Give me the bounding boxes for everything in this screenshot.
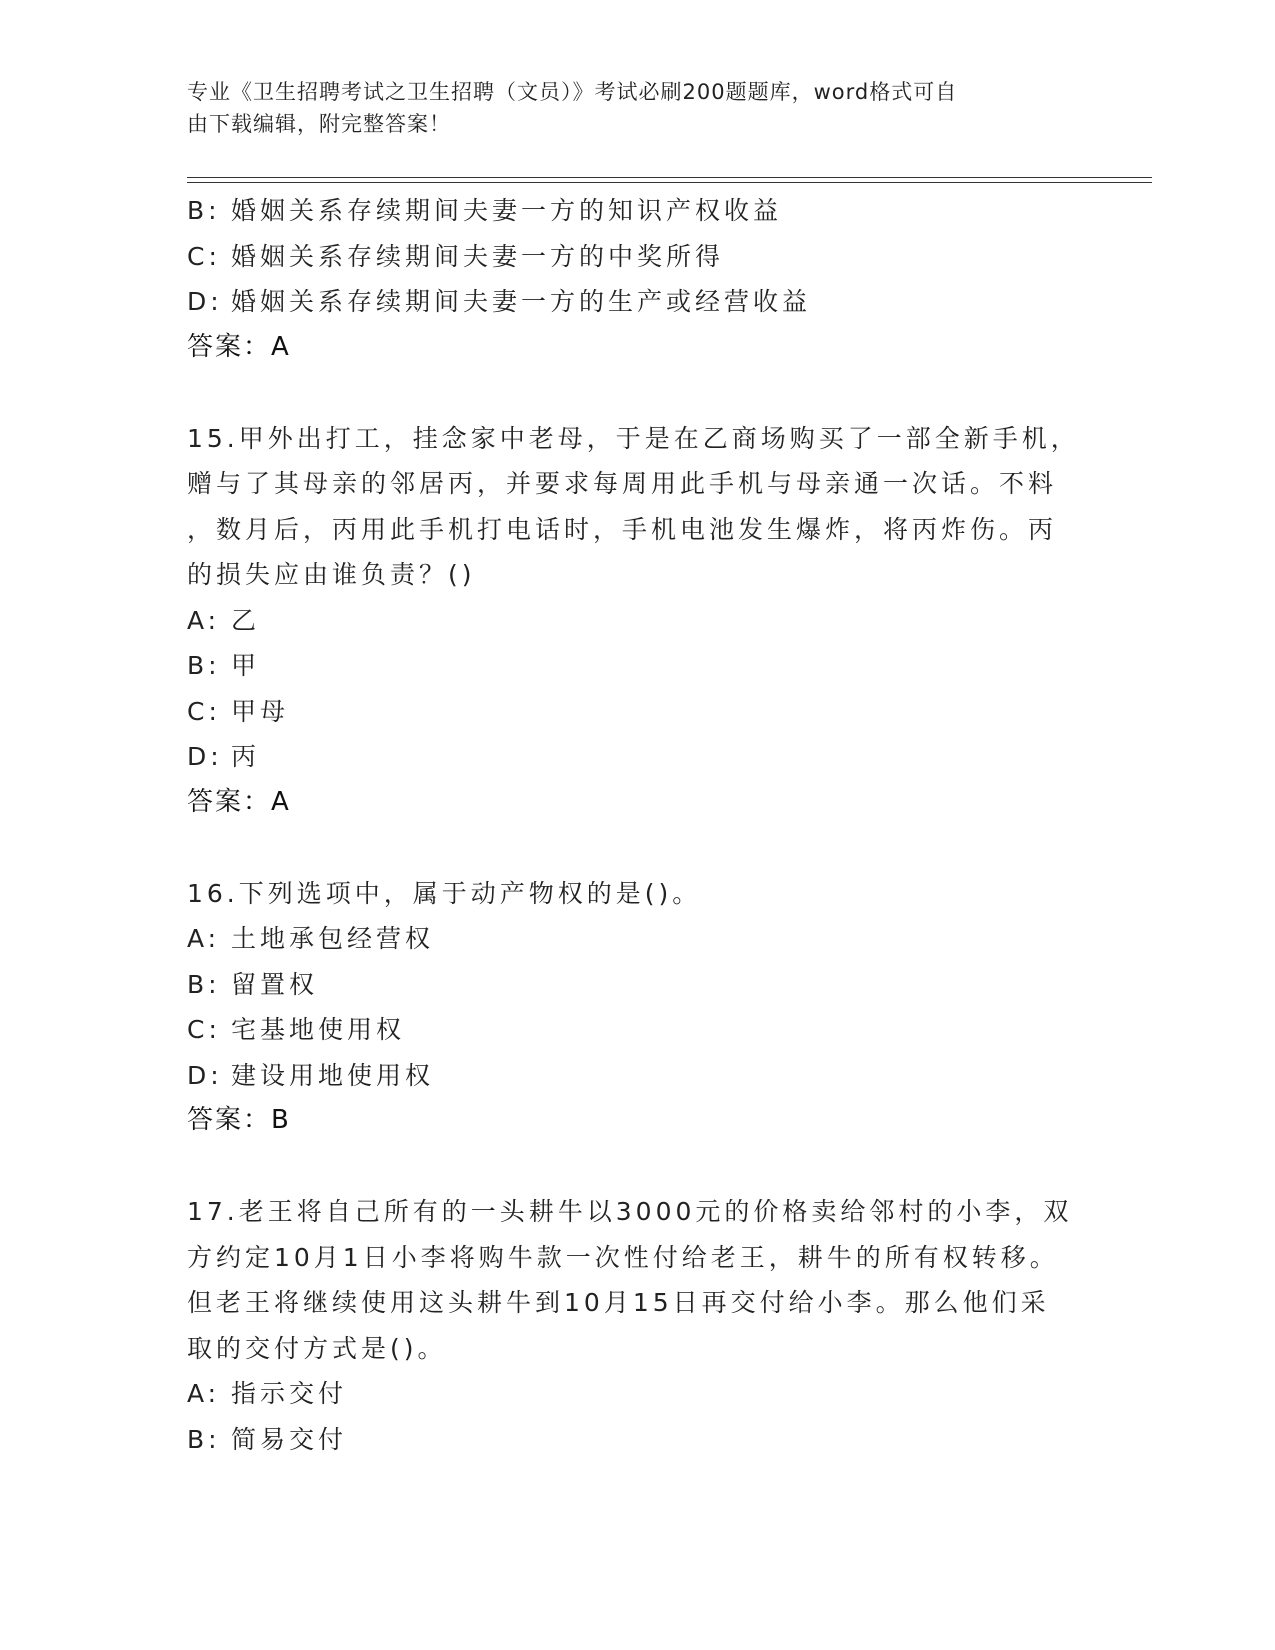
option-b: B: 甲 (187, 651, 261, 680)
spacer (187, 825, 1087, 871)
option-b: B: 简易交付 (187, 1424, 348, 1454)
question-list (187, 188, 1087, 1462)
question-stem-line: 赠与了其母亲的邻居丙，并要求每周用此手机与母亲通一次话。不料 (187, 469, 1058, 498)
page-header (187, 76, 1067, 140)
option-c: C: 宅基地使用权 (187, 1015, 406, 1044)
question-17 (187, 1189, 1087, 1462)
option-b: B: 留置权 (187, 969, 319, 999)
question-stem-line: 16.下列选项中，属于动产物权的是()。 (187, 878, 702, 908)
option-d: D: 婚姻关系存续期间夫妻一方的生产或经营收益 (187, 287, 812, 316)
option-b: B: 婚姻关系存续期间夫妻一方的知识产权收益 (187, 196, 783, 225)
question-16 (187, 871, 1087, 1144)
option-d: D: 丙 (187, 742, 261, 771)
answer-line: 答案：A (187, 786, 291, 817)
option-a: A: 土地承包经营权 (187, 924, 435, 953)
question-stem-line: 方约定10月1日小李将购牛款一次性付给老王，耕牛的所有权转移。 (187, 1242, 1059, 1272)
question-stem-line: 15.甲外出打工，挂念家中老母，于是在乙商场购买了一部全新手机， (187, 423, 1080, 453)
question-stem-line: 的损失应由谁负责？() (187, 560, 476, 589)
question-15 (187, 416, 1087, 826)
option-a: A: 乙 (187, 605, 261, 635)
header-divider-top (187, 177, 1152, 178)
header-line-2: 由下载编辑，附完整答案！ (187, 112, 451, 136)
header-divider-bottom (187, 182, 1152, 183)
option-a: A: 指示交付 (187, 1379, 348, 1408)
spacer (187, 370, 1087, 416)
answer-line: 答案：B (187, 1105, 291, 1135)
question-stem-line: ，数月后，丙用此手机打电话时，手机电池发生爆炸，将丙炸伤。丙 (187, 514, 1058, 544)
question-stem-line: 取的交付方式是()。 (187, 1333, 447, 1363)
question-stem-line: 17.老王将自己所有的一头耕牛以3000元的价格卖给邻村的小李，双 (187, 1197, 1073, 1226)
question-14-continued (187, 188, 1087, 370)
spacer (187, 1144, 1087, 1190)
header-line-1: 专业《卫生招聘考试之卫生招聘（文员）》考试必刷200题题库，word格式可自 (187, 80, 958, 104)
option-d: D: 建设用地使用权 (187, 1060, 435, 1090)
question-stem-line: 但老王将继续使用这头耕牛到10月15日再交付给小李。那么他们采 (187, 1288, 1050, 1317)
option-c: C: 婚姻关系存续期间夫妻一方的中奖所得 (187, 241, 725, 271)
answer-line: 答案：A (187, 331, 291, 362)
option-c: C: 甲母 (187, 696, 290, 726)
